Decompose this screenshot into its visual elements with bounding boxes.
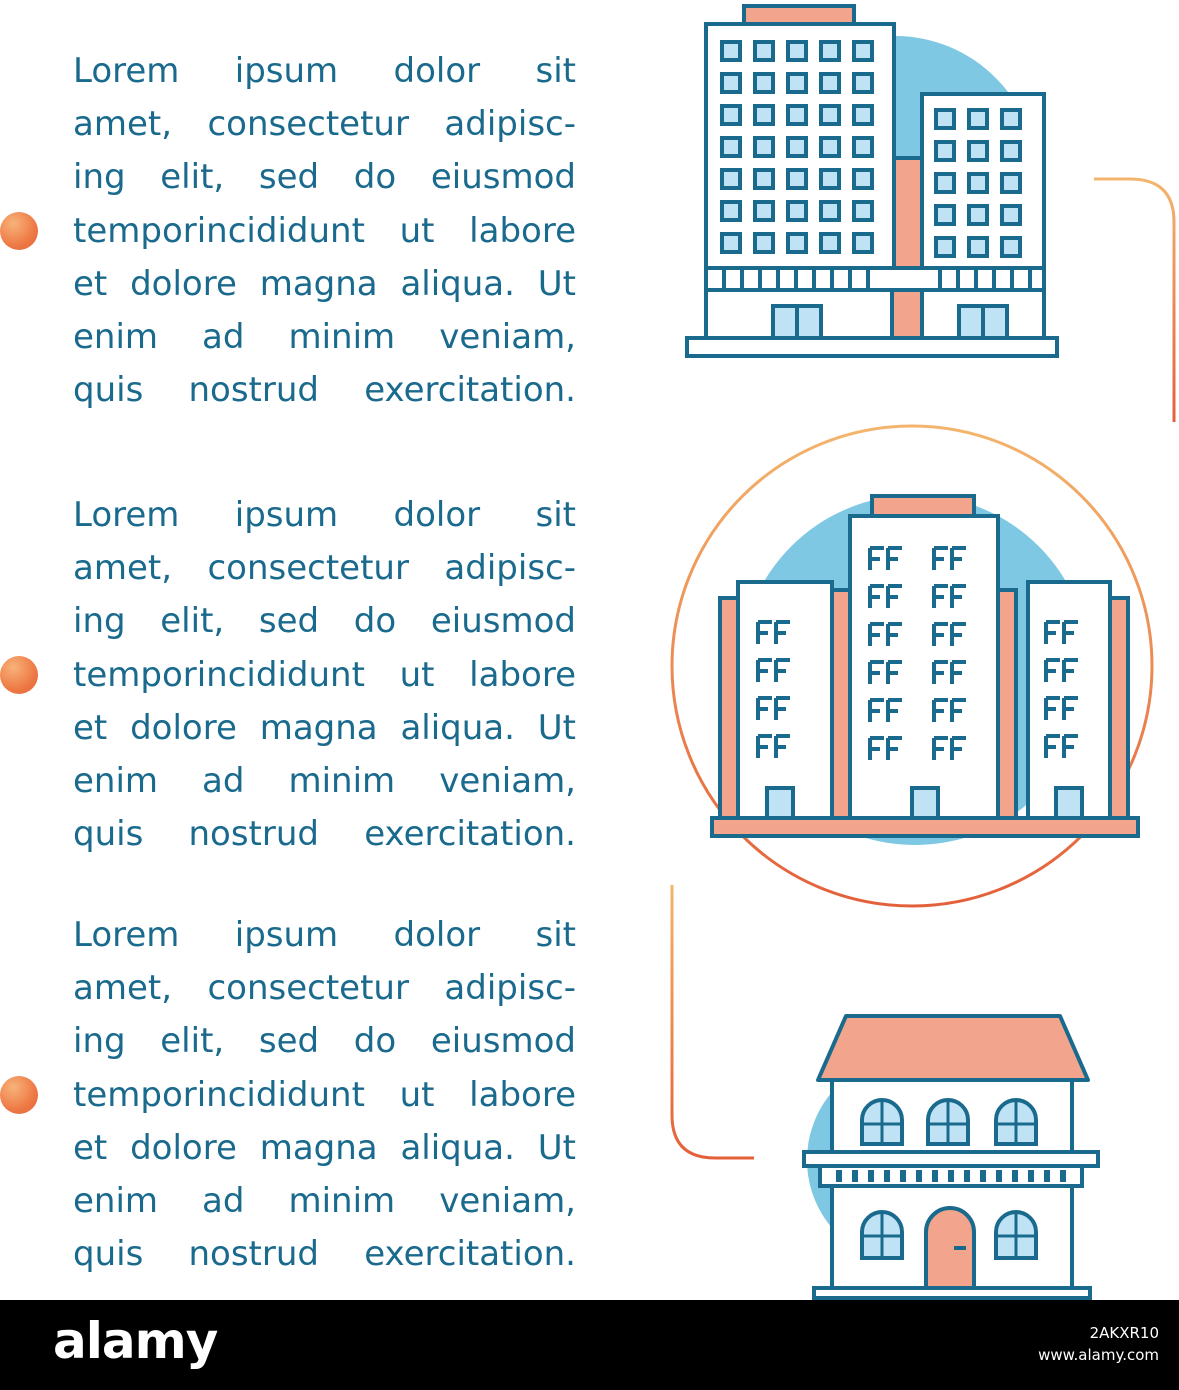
paragraph-line: temporincididunt ut labore — [73, 1074, 576, 1115]
paragraph-line: temporincididunt ut labore — [73, 210, 576, 251]
connector-line-top — [1094, 179, 1174, 422]
paragraph-line: amet, consectetur adipisc- — [73, 548, 576, 589]
paragraph-line: ing elit, sed do eiusmod — [73, 601, 576, 642]
paragraph-line: Lorem ipsum dolor sit — [73, 51, 576, 91]
image-id: 2AKXR10 — [1089, 1324, 1159, 1342]
connector-line-bottom — [672, 885, 754, 1158]
paragraph-line: quis nostrud exercitation. — [73, 814, 576, 855]
paragraph-line: quis nostrud exercitation. — [73, 1234, 576, 1275]
paragraph-line: temporincididunt ut labore — [73, 654, 576, 695]
paragraph-line: ing elit, sed do eiusmod — [73, 1021, 576, 1062]
paragraph-line: amet, consectetur adipisc- — [73, 968, 576, 1009]
paragraph-line: et dolore magna aliqua. Ut — [73, 707, 576, 748]
paragraph-line: enim ad minim veniam, — [73, 761, 576, 802]
paragraph-line: Lorem ipsum dolor sit — [73, 495, 576, 535]
paragraph-line: et dolore magna aliqua. Ut — [73, 1127, 576, 1168]
paragraph-line: Lorem ipsum dolor sit — [73, 915, 576, 955]
paragraph-line: ing elit, sed do eiusmod — [73, 157, 576, 198]
paragraph-line: et dolore magna aliqua. Ut — [73, 263, 576, 304]
site-url[interactable]: www.alamy.com — [1038, 1346, 1159, 1364]
stock-footer-bar — [0, 1300, 1179, 1390]
paragraph-line: enim ad minim veniam, — [73, 1181, 576, 1222]
office-buildings-icon — [687, 6, 1057, 356]
paragraph-line: amet, consectetur adipisc- — [73, 104, 576, 145]
paragraph-line: quis nostrud exercitation. — [73, 370, 576, 411]
stock-logo[interactable]: alamy — [53, 1312, 218, 1370]
apartment-complex-icon — [672, 426, 1152, 906]
paragraph-line: enim ad minim veniam, — [73, 317, 576, 358]
house-icon — [804, 1016, 1098, 1298]
